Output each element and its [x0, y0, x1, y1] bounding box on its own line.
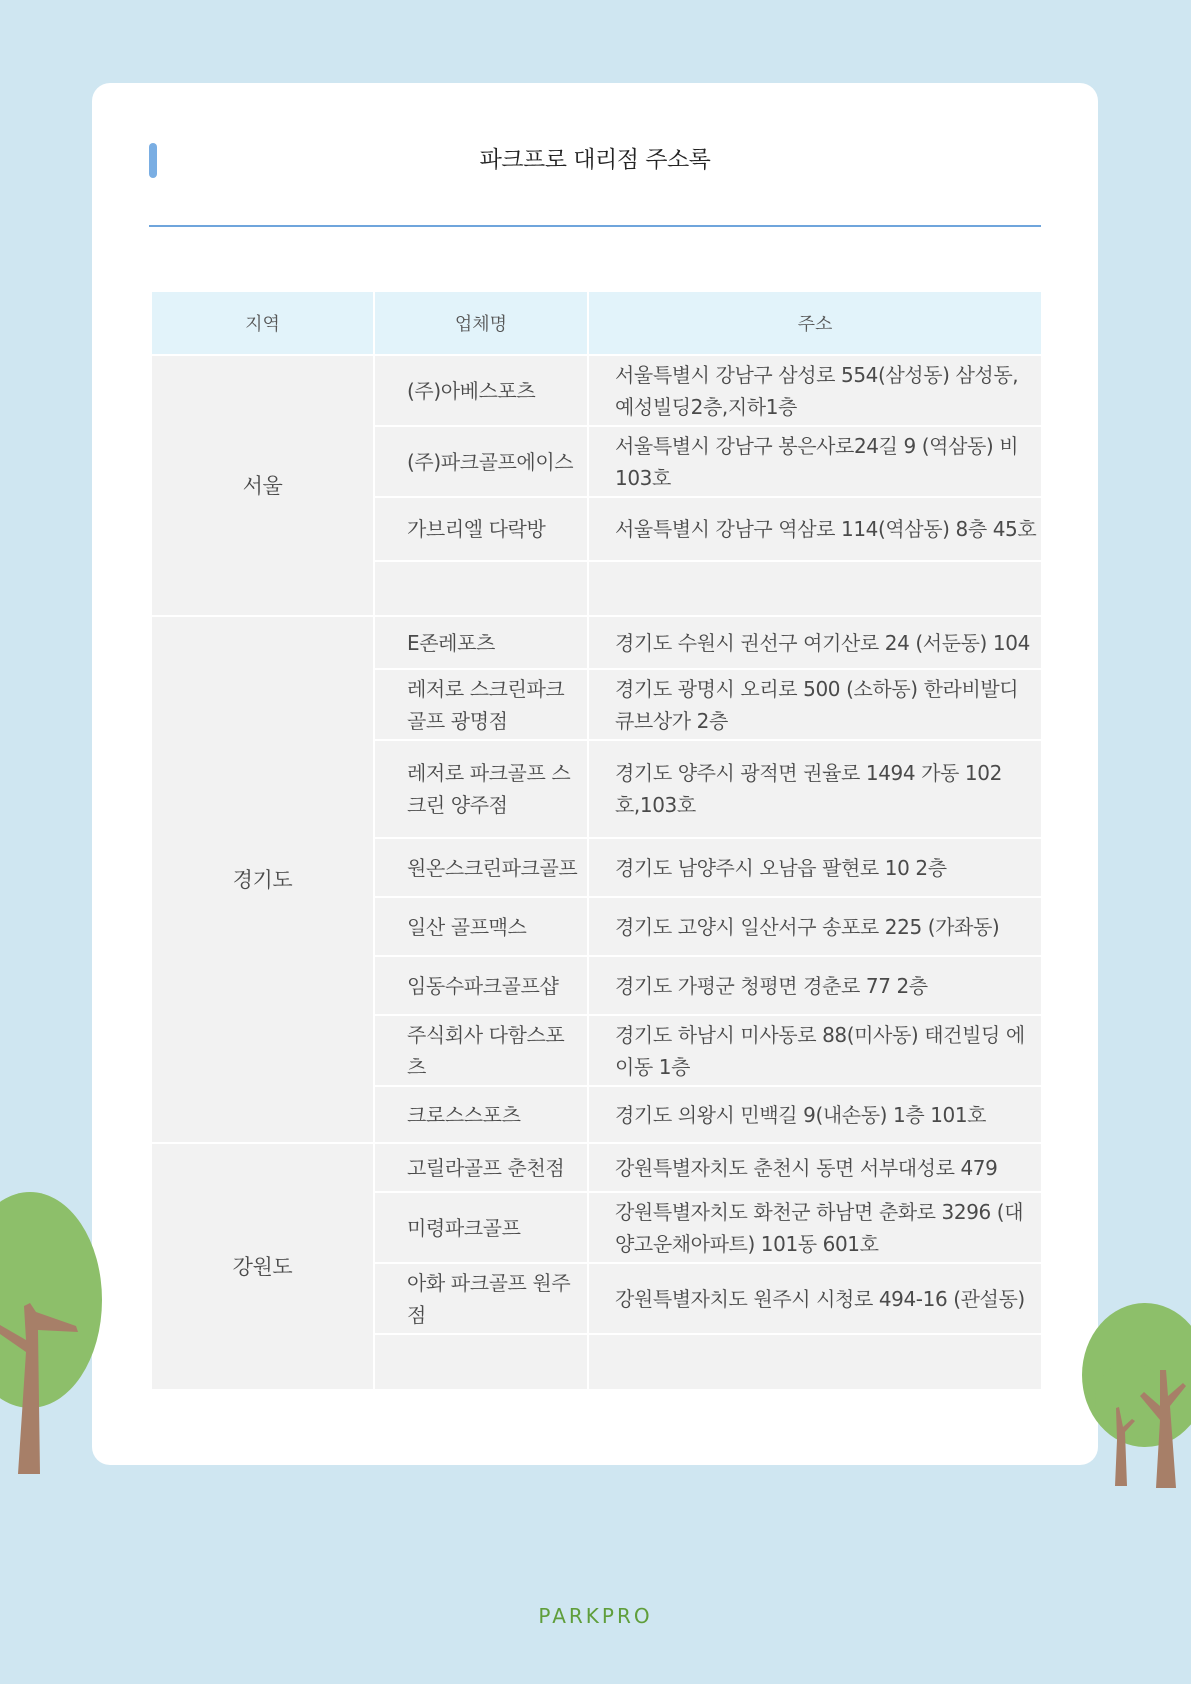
right-tree-icon: [1082, 1303, 1191, 1488]
title-divider: [149, 225, 1041, 227]
address-cell: 경기도 의왕시 민백길 9(내손동) 1층 101호: [588, 1086, 1042, 1143]
company-cell: [374, 1334, 588, 1390]
table-row: [151, 355, 1042, 426]
address-cell: [588, 1334, 1042, 1390]
column-header-company: 업체명: [374, 291, 588, 355]
page-title: 파크프로 대리점 주소록: [479, 147, 711, 173]
address-cell: 경기도 하남시 미사동로 88(미사동) 태건빌딩 에이동 1층: [588, 1015, 1042, 1086]
address-cell: 경기도 고양시 일산서구 송포로 225 (가좌동): [588, 897, 1042, 956]
address-cell: 강원특별자치도 춘천시 동면 서부대성로 479: [588, 1143, 1042, 1192]
address-cell: 경기도 양주시 광적면 권율로 1494 가동 102호,103호: [588, 740, 1042, 838]
address-cell: 서울특별시 강남구 역삼로 114(역삼동) 8층 45호: [588, 497, 1042, 561]
company-cell: 레저로 스크린파크골프 광명점: [374, 669, 588, 740]
address-cell: 경기도 광명시 오리로 500 (소하동) 한라비발디큐브상가 2층: [588, 669, 1042, 740]
column-header-region: 지역: [151, 291, 374, 355]
company-cell: 주식회사 다함스포츠: [374, 1015, 588, 1086]
company-cell: 고릴라골프 춘천점: [374, 1143, 588, 1192]
column-header-address: 주소: [588, 291, 1042, 355]
region-cell: 서울: [151, 355, 374, 616]
company-cell: 레저로 파크골프 스크린 양주점: [374, 740, 588, 838]
company-cell: 아화 파크골프 원주점: [374, 1263, 588, 1334]
address-cell: 경기도 남양주시 오남읍 팔현로 10 2층: [588, 838, 1042, 897]
company-cell: 미령파크골프: [374, 1192, 588, 1263]
address-cell: 경기도 가평군 청평면 경춘로 77 2층: [588, 956, 1042, 1015]
address-cell: 서울특별시 강남구 삼성로 554(삼성동) 삼성동, 예성빌딩2층,지하1층: [588, 355, 1042, 426]
company-cell: 원온스크린파크골프: [374, 838, 588, 897]
address-cell: [588, 561, 1042, 616]
address-cell: 강원특별자치도 원주시 시청로 494-16 (관설동): [588, 1263, 1042, 1334]
company-cell: (주)파크골프에이스: [374, 426, 588, 497]
company-cell: [374, 561, 588, 616]
address-table: [150, 290, 1043, 1391]
table-row: [151, 616, 1042, 669]
address-cell: 강원특별자치도 화천군 하남면 춘화로 3296 (대양고운채아파트) 101동 601호: [588, 1192, 1042, 1263]
region-cell: 강원도: [151, 1143, 374, 1390]
company-cell: 가브리엘 다락방: [374, 497, 588, 561]
address-cell: 경기도 수원시 권선구 여기산로 24 (서둔동) 104: [588, 616, 1042, 669]
company-cell: (주)아베스포츠: [374, 355, 588, 426]
table-row: [151, 1143, 1042, 1192]
address-cell: 서울특별시 강남구 봉은사로24길 9 (역삼동) 비 103호: [588, 426, 1042, 497]
company-cell: 임동수파크골프샵: [374, 956, 588, 1015]
company-cell: 일산 골프맥스: [374, 897, 588, 956]
company-cell: E존레포츠: [374, 616, 588, 669]
region-cell: 경기도: [151, 616, 374, 1143]
table-header-row: [151, 291, 1042, 355]
company-cell: 크로스스포츠: [374, 1086, 588, 1143]
left-tree-icon: [0, 1192, 102, 1474]
brand-footer: PARKPRO: [538, 1604, 653, 1628]
